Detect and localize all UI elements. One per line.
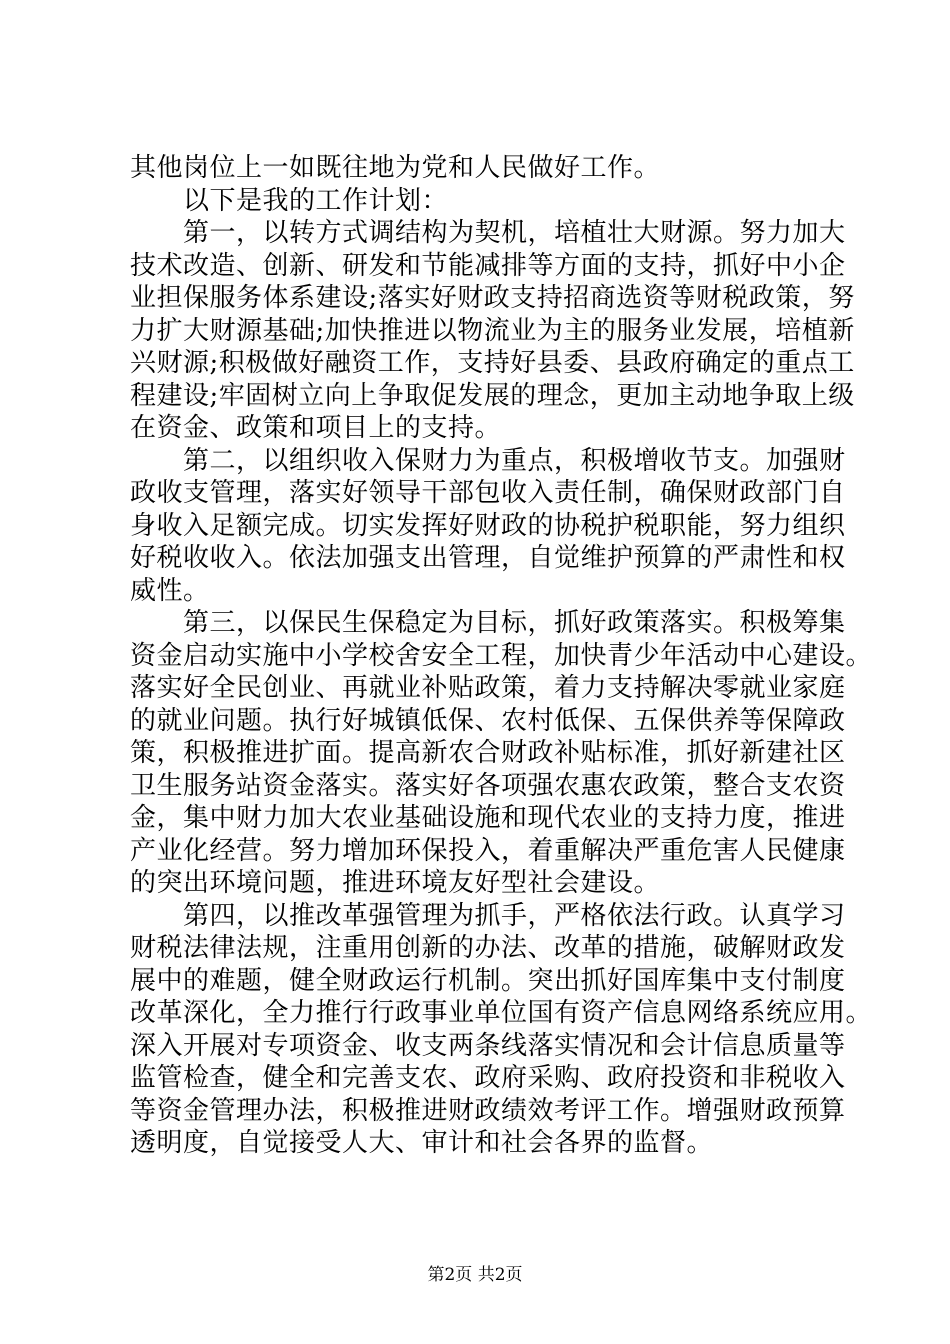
text-line: 力扩大财源基础;加快推进以物流业为主的服务业发展，培植新 [130,315,855,346]
text-line: 兴财源;积极做好融资工作，支持好县委、县政府确定的重点工 [130,348,855,378]
text-line: 业担保服务体系建设;落实好财政支持招商选资等财税政策，努 [130,283,855,313]
text-line: 身收入足额完成。切实发挥好财政的协税护税职能，努力组织 [130,510,846,541]
text-line: 第二，以组织收入保财力为重点，积极增收节支。加强财 [183,445,846,476]
text-line: 的突出环境问题，推进环境友好型社会建设。 [130,868,661,898]
text-line: 威性。 [130,575,210,606]
document-body [130,152,873,1160]
text-line: 在资金、政策和项目上的支持。 [130,413,502,443]
text-line: 监管检查，健全和完善支农、政府采购、政府投资和非税收入 [130,1063,846,1093]
text-line: 的就业问题。执行好城镇低保、农村低保、五保供养等保障政 [130,705,846,736]
text-line: 落实好全民创业、再就业补贴政策，着力支持解决零就业家庭 [130,673,846,703]
text-line: 深入开展对专项资金、收支两条线落实情况和会计信息质量等 [130,1030,846,1061]
page-number-footer: 第2页 共2页 [427,1265,523,1285]
text-line: 卫生服务站资金落实。落实好各项强农惠农政策，整合支农资 [130,770,846,801]
text-line: 其他岗位上一如既往地为党和人民做好工作。 [130,153,661,183]
text-line: 透明度，自觉接受人大、审计和社会各界的监督。 [130,1128,714,1158]
text-line: 产业化经营。努力增加环保投入，着重解决严重危害人民健康 [130,835,846,866]
text-line: 好税收收入。依法加强支出管理，自觉维护预算的严肃性和权 [130,543,846,573]
text-line: 财税法律法规，注重用创新的办法、改革的措施，破解财政发 [130,933,846,963]
text-line: 政收支管理，落实好领导干部包收入责任制，确保财政部门自 [130,478,846,508]
text-line: 程建设;牢固树立向上争取促发展的理念，更加主动地争取上级 [130,380,855,411]
text-line: 改革深化，全力推行行政事业单位国有资产信息网络系统应用。 [130,998,873,1028]
text-line: 第四，以推改革强管理为抓手，严格依法行政。认真学习 [183,900,846,931]
text-line: 资金启动实施中小学校舍安全工程，加快青少年活动中心建设。 [130,640,873,671]
text-line: 金，集中财力加大农业基础设施和现代农业的支持力度，推进 [130,803,846,833]
text-line: 等资金管理办法，积极推进财政绩效考评工作。增强财政预算 [130,1095,846,1126]
text-line: 展中的难题，健全财政运行机制。突出抓好国库集中支付制度 [130,965,846,996]
text-line: 第一，以转方式调结构为契机，培植壮大财源。努力加大 [183,218,846,248]
text-line: 第三，以保民生保稳定为目标，抓好政策落实。积极筹集 [183,608,846,638]
text-line: 策，积极推进扩面。提高新农合财政补贴标准，抓好新建社区 [130,738,846,768]
text-line: 以下是我的工作计划： [183,185,449,216]
text-line: 技术改造、创新、研发和节能减排等方面的支持，抓好中小企 [130,250,846,281]
